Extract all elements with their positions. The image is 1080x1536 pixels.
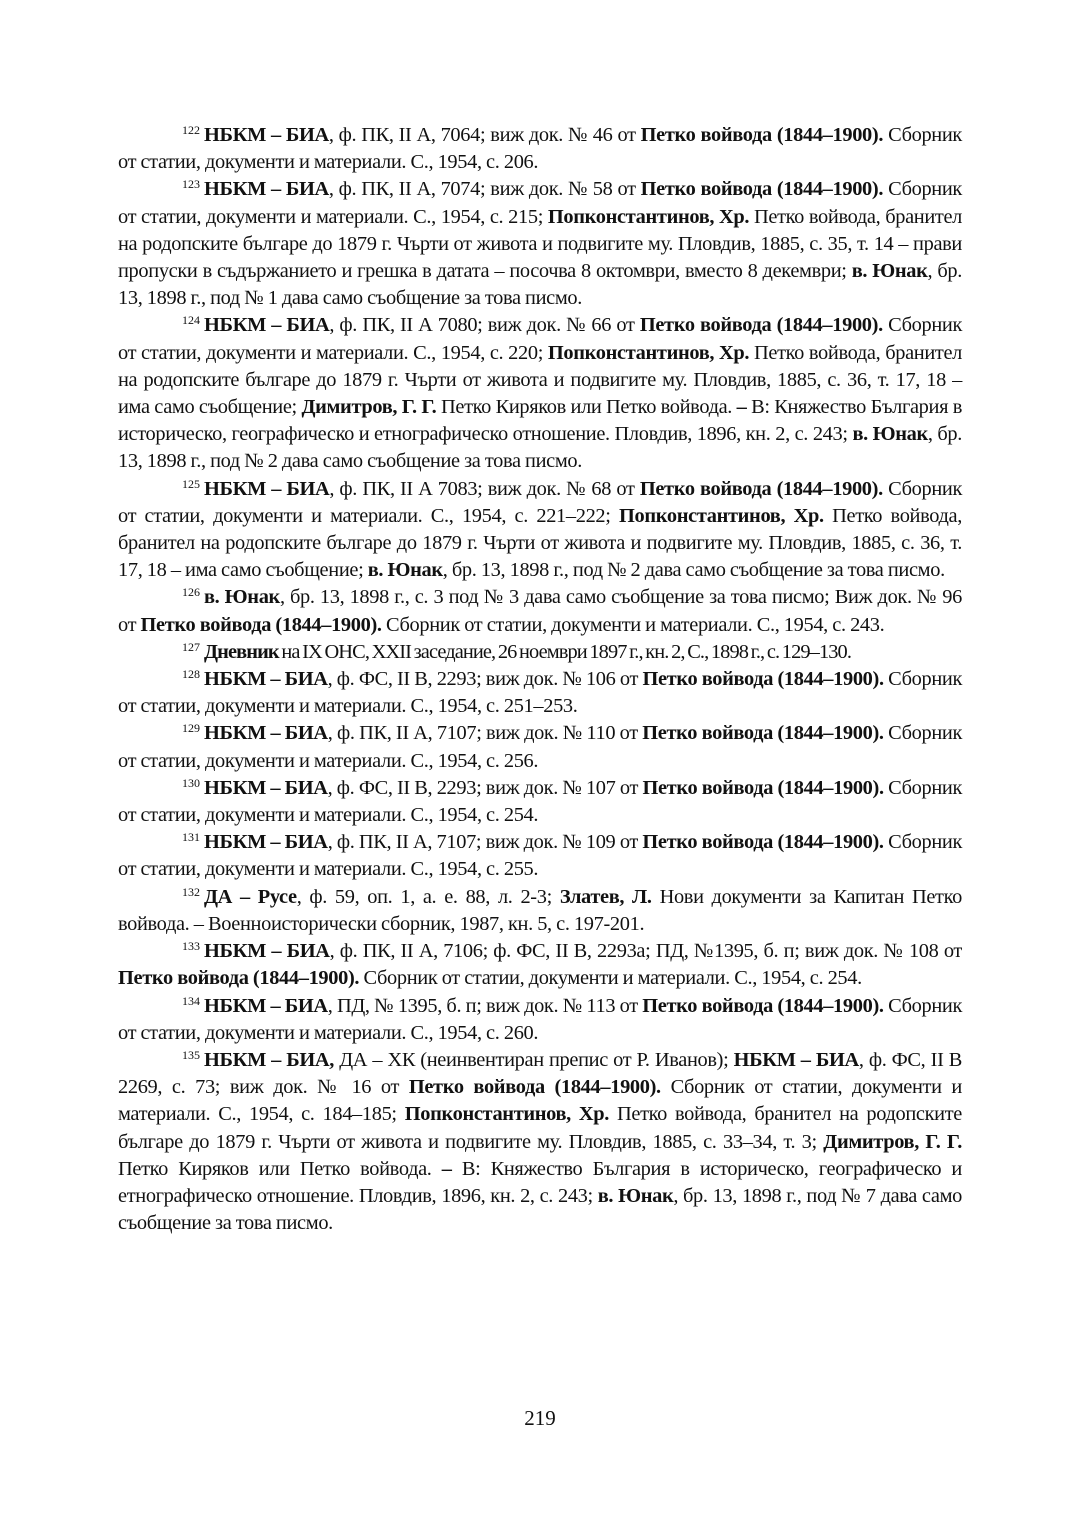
footnote-text: ДА – ХК (неинвентиран препис от Р. Иванов);: [334, 1048, 734, 1071]
footnote-number: 132: [182, 884, 200, 899]
footnote-bold-text: Петко войвода (1844–1900).: [640, 124, 884, 146]
footnote-number: 135: [182, 1047, 200, 1062]
footnote-text: Сборник от статии, документи и материали. С., 1954, с. 221–222;: [118, 477, 963, 527]
footnote-bold-text: в. Юнак: [204, 586, 280, 609]
footnote-text: Петко Киряков или Петко войвода.: [436, 396, 737, 419]
footnote-bold-text: Петко войвода (1844–1900).: [640, 178, 884, 201]
footnote-text: В: Княжество България в историческо, географическо и етнографическо отношение. Пловдив, 1896, кн. 2, с. 243;: [118, 1157, 962, 1207]
footnote-text: Сборник от статии, документи и материали. С., 1954, с. 254.: [118, 776, 963, 827]
footnote-bold-text: НБКМ – БИА: [204, 668, 328, 691]
footnote-134: [118, 993, 962, 1047]
footnote-text: Сборник от статии, документи и материали. С., 1954, с. 254.: [359, 967, 862, 990]
footnote-bold-text: НБКМ – БИА: [733, 1048, 859, 1071]
footnote-bold-text: Попконстантинов, Хр.: [547, 341, 750, 364]
footnote-bold-text: Попконстантинов, Хр.: [404, 1103, 610, 1126]
footnotes-block: [118, 122, 962, 1237]
footnote-text: , ф. ПК, II А, 7074; виж док. № 58 от: [328, 178, 641, 201]
footnote-bold-text: Димитров, Г. Г.: [301, 396, 437, 419]
footnote-bold-text: Попконстантинов, Хр.: [619, 504, 824, 527]
footnote-bold-text: –: [441, 1157, 452, 1180]
footnote-number: 125: [182, 476, 200, 491]
footnote-number: 126: [182, 585, 200, 600]
footnote-text: на IX ОНС, XXII заседание, 26 ноември 1897 г., кн. 2, С., 1898 г., с. 129–130.: [278, 640, 852, 663]
footnote-text: Петко войвода, бранител на родопските българе до 1879 г. Чърти от живота и подвигите му. Пловдив, 1885, с. 35, т. 14 – прави пропуски в съдържанието и грешка в датата – посочва 8 октомври, вместо 8 декември;: [118, 205, 962, 283]
footnote-text: , бр. 13, 1898 г., под № 2 дава само съобщение за това писмо.: [118, 423, 962, 473]
footnote-text: , бр. 13, 1898 г., под № 1 дава само съобщение за това писмо.: [118, 260, 963, 310]
footnote-126: [118, 584, 962, 638]
footnote-number: 129: [182, 721, 200, 736]
footnote-bold-text: Попконстантинов, Хр.: [547, 205, 750, 228]
footnote-bold-text: Петко войвода (1844–1900).: [140, 613, 382, 636]
footnote-132: [118, 884, 962, 938]
footnote-123: [118, 176, 962, 312]
footnote-text: , ПД, № 1395, б. п; виж док. № 113 от: [327, 994, 643, 1017]
footnote-bold-text: Димитров, Г. Г.: [823, 1130, 962, 1153]
footnote-bold-text: НБКМ – БИА: [204, 314, 330, 337]
footnote-text: , ф. ФС, II В 2269, с. 73; виж док. № 16 от: [118, 1048, 962, 1099]
footnote-text: Сборник от статии, документи и материали. С., 1954, с. 206.: [118, 124, 962, 174]
footnote-text: , ф. ПК, II А, 7107; виж док. № 109 от: [327, 831, 643, 854]
footnote-text: , ф. ПК, II А 7083; виж док. № 68 от: [329, 477, 640, 500]
footnote-bold-text: Петко войвода (1844–1900).: [642, 831, 884, 854]
footnote-131: [118, 829, 962, 883]
footnote-125: [118, 476, 962, 585]
footnote-text: , бр. 13, 1898 г., с. 3 под № 3 дава само съобщение за това писмо; Виж док. № 96 от: [118, 586, 962, 636]
footnote-text: , ф. ПК, II А 7080; виж док. № 66 от: [329, 314, 640, 337]
footnote-bold-text: НБКМ – БИА: [204, 722, 328, 745]
footnote-bold-text: Златев, Л.: [559, 885, 652, 908]
footnote-text: Петко войвода, бранител на родопските българе до 1879 г. Чърти от живота и подвигите му. Пловдив, 1885, с. 36, т. 17, 18 – има само съобщение;: [118, 341, 962, 419]
footnote-122: [118, 122, 962, 176]
footnote-bold-text: НБКМ – БИА: [204, 776, 328, 799]
footnote-text: Сборник от статии, документи и материали. С., 1954, с. 220;: [118, 314, 963, 364]
footnote-text: Сборник от статии, документи и материали. С., 1954, с. 243.: [381, 613, 885, 636]
footnote-number: 124: [182, 313, 200, 328]
footnote-number: 128: [182, 667, 200, 682]
footnote-bold-text: НБКМ – БИА,: [204, 1048, 335, 1071]
footnote-text: Сборник от статии, документи и материали. С., 1954, с. 256.: [118, 722, 963, 772]
footnote-number: 123: [182, 177, 200, 192]
footnote-text: , ф. ФС, II В, 2293; виж док. № 106 от: [327, 668, 643, 691]
footnote-133: [118, 938, 962, 992]
footnote-text: Петко войвода, бранител на родопските българе до 1879 г. Чърти от живота и подвигите му. Пловдив, 1885, с. 33–34, т. 3;: [118, 1103, 962, 1153]
footnote-number: 134: [182, 993, 200, 1008]
footnote-text: Сборник от статии, документи и материали. С., 1954, с. 255.: [118, 831, 963, 881]
footnote-bold-text: Петко войвода (1844–1900).: [642, 668, 884, 691]
footnote-128: [118, 666, 962, 720]
footnote-number: 131: [182, 830, 200, 845]
footnote-bold-text: НБКМ – БИА: [204, 994, 328, 1017]
footnote-text: Сборник от статии, документи и материали. С., 1954, с. 184–185;: [118, 1076, 962, 1126]
footnote-127: [118, 639, 962, 666]
footnote-bold-text: в. Юнак: [851, 260, 928, 283]
footnote-bold-text: в. Юнак: [367, 559, 443, 582]
footnote-bold-text: в. Юнак: [597, 1184, 674, 1207]
footnote-bold-text: ДА – Русе: [204, 885, 297, 908]
footnote-bold-text: Петко войвода (1844–1900).: [639, 477, 883, 500]
footnote-135: [118, 1047, 962, 1237]
footnote-text: Петко Киряков или Петко войвода.: [118, 1157, 442, 1180]
footnote-bold-text: Дневник: [204, 640, 279, 663]
footnote-bold-text: Петко войвода (1844–1900).: [642, 994, 884, 1017]
footnote-bold-text: Петко войвода (1844–1900).: [642, 722, 884, 745]
footnote-bold-text: Петко войвода (1844–1900).: [642, 776, 884, 799]
footnote-129: [118, 720, 962, 774]
footnote-number: 130: [182, 775, 200, 790]
footnote-text: Сборник от статии, документи и материали. С., 1954, с. 215;: [118, 178, 962, 228]
footnote-bold-text: Петко войвода (1844–1900).: [408, 1076, 661, 1099]
footnote-text: Сборник от статии, документи и материали. С., 1954, с. 251–253.: [118, 668, 963, 718]
footnote-text: Нови документи за Капитан Петко войвода. – Военноисторически сборник, 1987, кн. 5, с. 197-201.: [118, 885, 962, 935]
footnote-bold-text: в. Юнак: [852, 423, 928, 446]
footnote-bold-text: –: [736, 396, 747, 419]
footnote-bold-text: Петко войвода (1844–1900).: [118, 967, 360, 990]
footnote-130: [118, 775, 962, 829]
footnote-text: , бр. 13, 1898 г., под № 7 дава само съобщение за това писмо.: [118, 1184, 962, 1235]
footnote-text: Петко войвода, бранител на родопските българе до 1879 г. Чърти от живота и подвигите му. Пловдив, 1885, с. 36, т. 17, 18 – има само съобщение;: [118, 504, 962, 582]
footnote-124: [118, 312, 962, 475]
footnote-text: В: Княжество България в историческо, географическо и етнографическо отношение. Пловдив, 1896, кн. 2, с. 243;: [118, 396, 962, 446]
footnote-bold-text: НБКМ – БИА: [204, 477, 330, 500]
footnote-bold-text: НБКМ – БИА: [204, 124, 329, 146]
footnote-text: , ф. ПК, II А, 7107; виж док. № 110 от: [327, 722, 643, 745]
footnote-text: , бр. 13, 1898 г., под № 2 дава само съобщение за това писмо.: [442, 559, 945, 582]
footnote-bold-text: НБКМ – БИА: [204, 831, 328, 854]
footnote-bold-text: НБКМ – БИА: [204, 178, 329, 201]
footnote-text: , ф. ФС, II В, 2293; виж док. № 107 от: [327, 776, 643, 799]
footnote-number: 133: [182, 939, 200, 954]
footnote-text: , ф. ПК, II А, 7106; ф. ФС, II В, 2293а; ПД, №1395, б. п; виж док. № 108 от: [329, 940, 962, 963]
footnote-text: , ф. 59, оп. 1, а. е. 88, л. 2-3;: [296, 885, 560, 908]
page-number: 219: [524, 1406, 556, 1430]
footnote-text: , ф. ПК, II А, 7064; виж док. № 46 от: [328, 124, 641, 146]
footnote-text: Сборник от статии, документи и материали. С., 1954, с. 260.: [118, 994, 963, 1044]
footnote-bold-text: НБКМ – БИА: [204, 940, 330, 963]
footnote-bold-text: Петко войвода (1844–1900).: [639, 314, 883, 337]
footnote-number: 122: [182, 123, 200, 137]
footnote-number: 127: [182, 639, 200, 654]
